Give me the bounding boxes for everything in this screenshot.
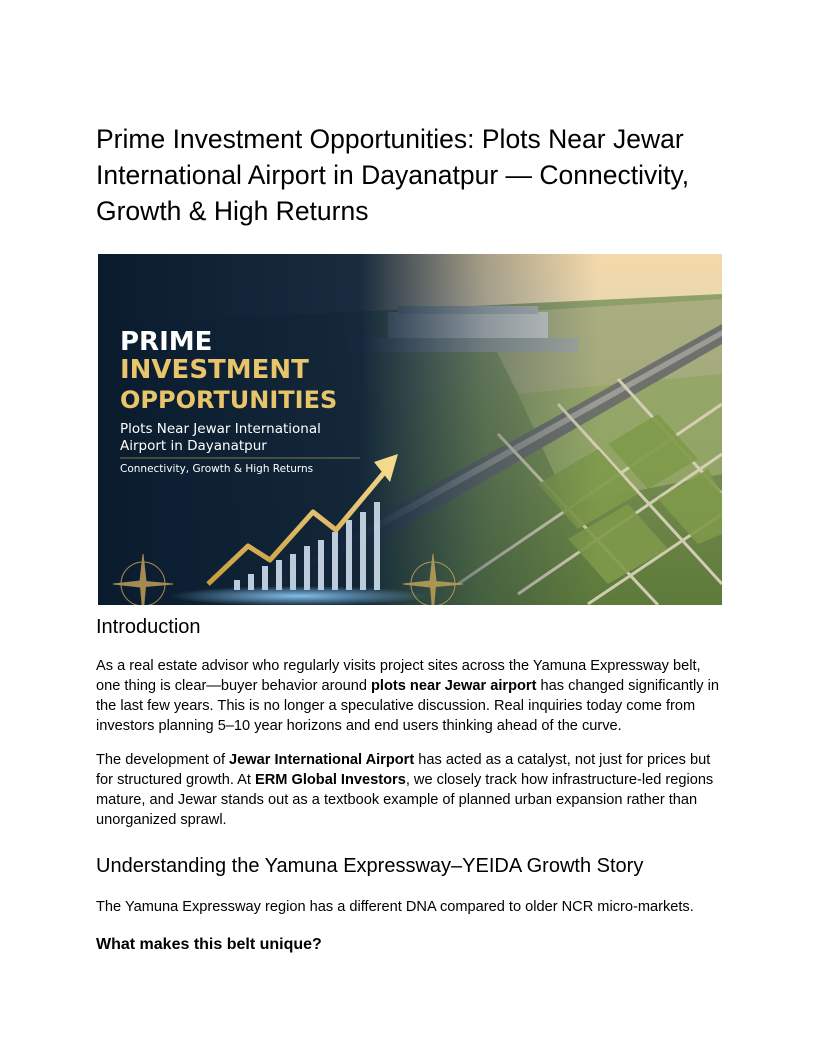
hero-image — [98, 254, 722, 605]
intro-p2-text-a: The development of — [96, 752, 230, 768]
yeida-paragraph-1: The Yamuna Expressway region has a different DNA compared to older NCR micro-markets. — [96, 899, 694, 915]
yeida-subheading: What makes this belt unique? — [96, 936, 322, 953]
intro-paragraph-2 — [96, 750, 721, 830]
intro-p2-text-e: , we closely track how infrastructure-led regions mature, and Jewar stands out as a textbook example of planned urban expansion rather than unorganized sprawl. — [96, 772, 714, 828]
intro-p2-bold-company: ERM Global Investors — [254, 772, 406, 788]
hero-line1: PRIME — [120, 327, 213, 357]
hero-sub2: Airport in Dayanatpur — [120, 438, 267, 454]
document-title: Prime Investment Opportunities: Plots Near Jewar International Airport in Dayanatpur — Connectivity, Growth & High Returns — [96, 124, 690, 226]
hero-sub1: Plots Near Jewar International — [120, 421, 321, 437]
intro-p1-bold-keyword: plots near Jewar airport — [371, 678, 537, 694]
intro-p1-text-c: has changed significantly in the last few years. This is no longer a speculative discussion. Real inquiries today come from investors planning 5–10 year horizons and end users thinking ahead of the curve. — [96, 678, 720, 734]
hero-line3: OPPORTUNITIES — [120, 386, 338, 414]
intro-heading: Introduction — [96, 616, 201, 638]
yeida-heading: Understanding the Yamuna Expressway–YEIDA Growth Story — [96, 855, 644, 877]
intro-p2-text-c: has acted as a catalyst, not just for prices but for structured growth. At — [96, 752, 711, 788]
intro-p1-text-a: As a real estate advisor who regularly visits project sites across the Yamuna Expressway belt, one thing is clear—buyer behavior around — [96, 658, 701, 694]
hero-line2: INVESTMENT — [120, 355, 309, 385]
intro-p2-bold-airport: Jewar International Airport — [229, 752, 415, 768]
intro-paragraph-1 — [96, 656, 721, 736]
hero-tagline: Connectivity, Growth & High Returns — [120, 463, 314, 475]
